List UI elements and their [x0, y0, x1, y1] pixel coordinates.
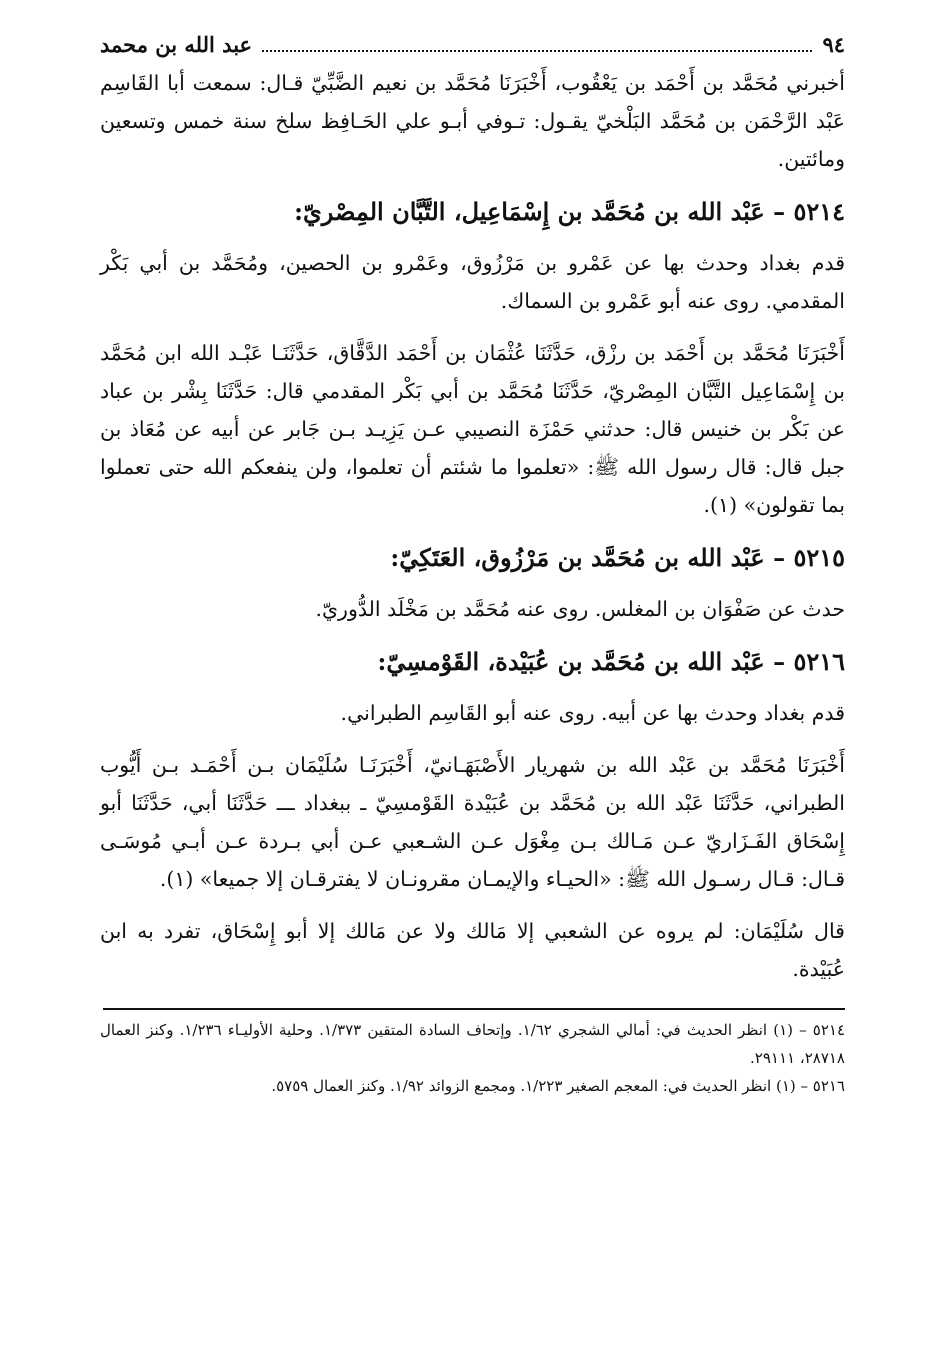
spacer [100, 320, 845, 334]
entry-heading-5216: ٥٢١٦ – عَبْد الله بن مُحَمَّد بن عُبَيْدة، القَوْمسِيّ: [377, 647, 845, 676]
running-title: عبد الله بن محمد [100, 32, 253, 57]
book-page [100, 28, 845, 1100]
entry-heading-5215: ٥٢١٥ – عَبْد الله بن مُحَمَّد بن مَرْزُوق، العَتَكِيّ: [390, 543, 845, 572]
footnote-separator [103, 1008, 845, 1010]
paragraph-5216-hadith: أَخْبَرَنَا مُحَمَّد بن عَبْد الله بن شهريار الأَصْبَهَـانيّ، أَخْبَرَنَـا سُلَيْمَان بـن أَحْمَـد بـن أَيُّوب الطبراني، حَدَّثَنَا عَبْد الله بن مُحَمَّد بن عُبَيْدة القَوْمسِيّ ـ ببغداد ـــ حَدَّثَنَا أبي، حَدَّثَنَا أبو إِسْحَاق الفَـزَاريّ عـن مَـالك بـن مِغْوَل عـن الشـعبي عـن أبي بـردة عـن أبـي مُوسَـى قـال: قـال رسـول الله ﷺ: «الحيـاء والإيمـان مقرونـان لا يفترقـان إلا جميعا» (١). [100, 753, 845, 891]
footnotes [100, 1016, 845, 1100]
footnote-5216: ٥٢١٦ – (١) انظر الحديث في: المعجم الصغير ١/٢٢٣. ومجمع الزوائد ١/٩٢. وكنز العمال ٥٧٥٩. [271, 1077, 845, 1095]
header-dotted-leader [262, 30, 812, 52]
paragraph-5216-bio: قدم بغداد وحدث بها عن أبيه. روى عنه أبو القَاسِم الطبراني. [340, 701, 845, 725]
page-number: ٩٤ [822, 32, 845, 57]
paragraph-5214-bio: قدم بغداد وحدث بها عن عَمْرو بن مَرْزُوق، وعَمْرو بن الحصين، ومُحَمَّد بن أبي بَكْر المقدمي. روى عنه أبو عَمْرو بن السماك. [100, 251, 845, 313]
footnote-5214: ٥٢١٤ – (١) انظر الحديث في: أمالي الشجري ١/٦٢. وإتحاف السادة المتقين ١/٣٧٣. وحلية الأوليـاء ١/٢٣٦. وكنز العمال ٢٨٧١٨، ٢٩١١١. [100, 1021, 846, 1067]
paragraph-intro-narration: أخبرني مُحَمَّد بن أَحْمَد بن يَعْقُوب، أَخْبَرَنَا مُحَمَّد بن نعيم الضَّبِّيّ قـال: سمعت أبا القَاسِم عَبْد الرَّحْمَن بن مُحَمَّد البَلْخيّ يقـول: تـوفي أبـو علي الحَـافِظ سلخ سنة خمس وتسعين ومائتين. [100, 71, 845, 171]
page-header [100, 28, 845, 64]
spacer [100, 732, 845, 746]
paragraph-5215-bio: حدث عن صَفْوَان بن المغلس. روى عنه مُحَمَّد بن مَخْلَد الدُّوريّ. [315, 597, 845, 621]
entry-heading-5214: ٥٢١٤ – عَبْد الله بن مُحَمَّد بن إِسْمَاعِيل، التَّبَّان المِصْريّ: [294, 197, 845, 226]
paragraph-5216-remark: قال سُلَيْمَان: لم يروه عن الشعبي إلا مَالك ولا عن مَالك إلا أبو إِسْحَاق، تفرد به ابن عُبَيْدة. [100, 919, 845, 981]
paragraph-5214-hadith: أَخْبَرَنَا مُحَمَّد بن أَحْمَد بن رزْق، حَدَّثَنَا عُثْمَان بن أَحْمَد الدَّقَّاق، حَدَّثَنَـا عَبْـد الله ابن مُحَمَّد بن إِسْمَاعِيل التَّبَّان المِصْريّ، حَدَّثَنَا مُحَمَّد بن أبي بَكْر المقدمي قال: حَدَّثَنَا بِشْر بن عباد عن بَكْر بن خنيس قال: حدثني حَمْزَة النصيبي عـن يَزِيـد بـن جَابر عن أبيه عن مُعَاذ بن جبل قال: قال رسول الله ﷺ: «تعلموا ما شئتم أن تعلموا، ولن ينفعكم الله حتى تعملوا بما تقولون» (١). [100, 341, 845, 517]
spacer [100, 898, 845, 912]
